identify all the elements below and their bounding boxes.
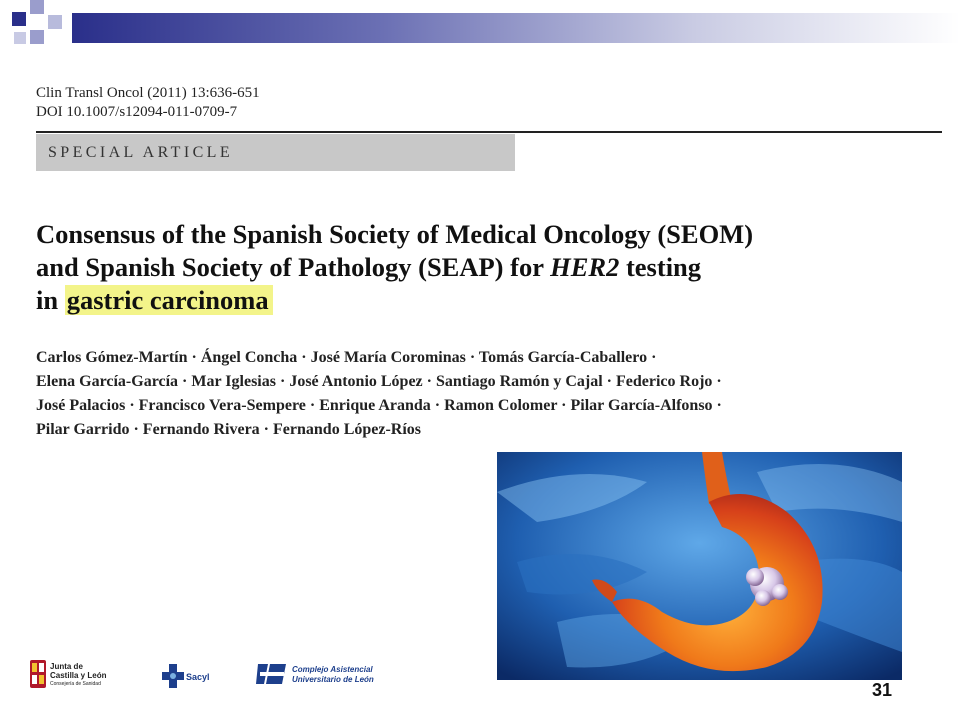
- journal-reference: Clin Transl Oncol (2011) 13:636-651: [36, 85, 260, 101]
- complejo-line-1: Complejo Asistencial: [292, 665, 373, 674]
- author-line: Pilar Garrido · Fernando Rivera · Fernando López-Ríos: [36, 421, 422, 438]
- slide-number: 31: [872, 680, 893, 700]
- title-line-3: in gastric carcinoma: [36, 284, 753, 317]
- doi: DOI 10.1007/s12094-011-0709-7: [36, 104, 238, 120]
- complejo-emblem-icon: [256, 662, 288, 686]
- banner-square-light: [30, 0, 44, 14]
- author-line: Carlos Gómez-Martín · Ángel Concha · José María Corominas · Tomás García-Caballero ·: [36, 349, 657, 366]
- author-list: [36, 346, 722, 442]
- complejo-line-2: Universitario de León: [292, 675, 374, 684]
- author-line: Elena García-García · Mar Iglesias · José Antonio López · Santiago Ramón y Cajal · Federico Rojo ·: [36, 373, 722, 390]
- banner-square-dark: [12, 12, 26, 26]
- junta-line-1: Junta de: [50, 662, 83, 671]
- title-highlight: gastric carcinoma: [65, 285, 273, 315]
- banner-gradient-bar: [72, 13, 960, 43]
- title-line-2: and Spanish Society of Pathology (SEAP) for HER2 testing: [36, 252, 702, 282]
- article-type-bar: SPECIAL ARTICLE: [36, 134, 515, 171]
- stomach-illustration-svg: [497, 452, 902, 680]
- banner-square-dark: [14, 32, 26, 44]
- junta-logo: [30, 656, 110, 700]
- paper-title: [36, 218, 753, 317]
- institution-logos: [30, 656, 390, 700]
- junta-shield-icon: [30, 660, 46, 688]
- title-her2: HER2: [550, 252, 620, 282]
- stomach-illustration: [497, 452, 902, 680]
- top-banner: [0, 0, 960, 60]
- sacyl-cross-icon: [162, 664, 184, 688]
- sacyl-logo: [162, 664, 222, 694]
- header-rule: [36, 131, 942, 133]
- junta-line-3: Consejería de Sanidad: [50, 681, 101, 687]
- junta-line-2: Castilla y León: [50, 671, 107, 680]
- complejo-logo: [256, 662, 396, 692]
- sacyl-label: Sacyl: [186, 672, 210, 682]
- title-line-1: Consensus of the Spanish Society of Medical Oncology (SEOM): [36, 219, 754, 249]
- banner-square-light: [30, 30, 44, 44]
- citation: [36, 84, 260, 122]
- author-line: José Palacios · Francisco Vera-Sempere · Enrique Aranda · Ramon Colomer · Pilar García-Alfonso ·: [36, 397, 722, 414]
- banner-square-light: [48, 15, 62, 29]
